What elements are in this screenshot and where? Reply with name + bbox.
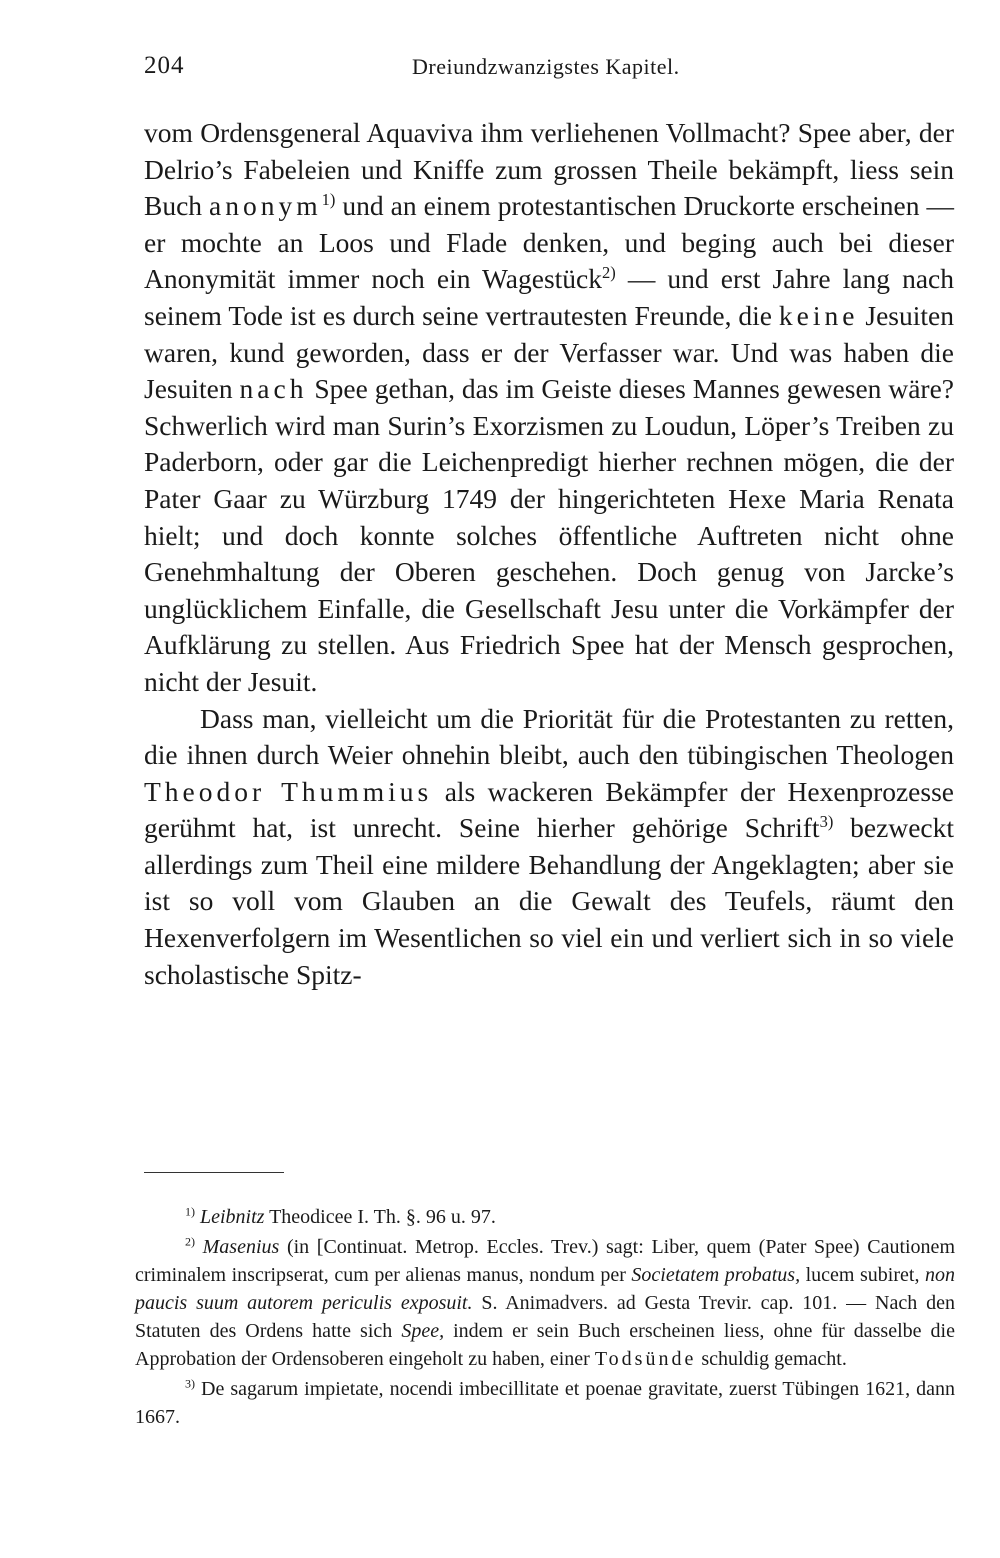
text-run: als wackeren Bekämpfer der Hexenprozesse gerühmt hat, ist unrecht. Seine hierher gehörige Schrift [144,775,954,844]
text-run: Spee gethan, das im Geiste dieses Mannes gewesen wäre? Schwerlich wird man Surin’s Exorzismen zu Loudun, Löper’s Treiben zu Paderborn, oder gar die Leichenpredigt hierher rechnen mögen, die der Pater Gaar zu Würzburg 1749 der hingerichteten Hexe Maria Renata hielt; und doch konnte solches öffentliche Auftreten nicht ohne Genehmhaltung der Oberen geschehen. Doch genug von Jarcke’s unglücklichem Einfalle, die Gesellschaft Jesu unter die Vorkämpfer der Aufklärung zu stellen. Aus Friedrich Spee hat der Mensch gesprochen, nicht der Jesuit. [144,373,954,697]
footnote-italic: Societatem probatus, [631,1264,801,1286]
spaced-word: keine [778,299,859,331]
footnote-1 [135,1203,955,1231]
footnote-2 [135,1233,955,1373]
footnote-text: schuldig gemacht. [696,1348,847,1370]
text-run: bezweckt allerdings zum Theil eine mildere Behandlung der Angeklagten; aber sie ist so voll vom Glauben an die Gewalt des Teufels, räumt den Hexenverfolgern im Wesentlichen so viel ein und verliert sich in so viele scholastische Spitz- [144,812,955,990]
footnote-text: Theodicee I. Th. §. 96 u. 97. [264,1206,496,1228]
footnote-text: S. Animadvers. ad Gesta Trevir. cap. 101. — Nach den Statuten des Ordens hatte sich [135,1292,955,1342]
footnote-italic: Spee, [401,1320,445,1342]
footnote-3 [135,1375,955,1431]
page-header [144,52,950,82]
spaced-word: Todsünde [594,1348,697,1370]
footnote-text: indem er sein Buch erscheinen liess, ohne für dasselbe die Approbation der Ordensoberen eingeholt zu haben, einer [135,1320,955,1370]
footnote-ref-1: 1) [321,190,336,210]
text-run: Dass man, vielleicht um die Priorität für die Protestanten zu retten, die ihnen durch Weier ohnehin bleibt, auch den tübingischen Theologen [144,702,954,771]
footnotes [135,1203,955,1433]
page-number: 204 [144,52,185,79]
main-text [144,115,954,993]
text-run: — und erst Jahre lang nach seinem Tode ist es durch seine vertrautesten Freunde, die [144,263,954,331]
text-run: und an einem protestantischen Druckorte erscheinen — er mochte an Loos und Flade denken, und beging auch bei dieser Anonymität immer noch ein Wagestück [144,190,954,295]
footnote-text: lucem subiret, [800,1264,926,1286]
spaced-word: anonym [209,190,322,222]
footnote-ref-3: 3) [819,812,834,832]
paragraph-1 [144,115,954,701]
footnote-ref-2: 2) [602,263,616,283]
footnote-text: (in [Continuat. Metrop. Eccles. Trev.) sagt: Liber, quem (Pater Spee) Cautionem criminalem inscripserat, cum per alienas manus, nondum per [135,1236,955,1286]
text-run: Jesuiten waren, kund geworden, dass er der Verfasser war. Und was haben die Jesuiten [144,299,954,405]
footnote-mark: 2) [185,1234,195,1249]
footnote-mark: 3) [185,1376,195,1391]
text-run: vom Ordensgeneral Aquaviva ihm verliehenen Vollmacht? Spee aber, der Delrio’s Fabeleien und Kniffe zum grossen Theile bekämpft, liess sein Buch [144,117,954,222]
footnote-divider [144,1172,284,1173]
footnote-author: Masenius [202,1236,280,1258]
footnote-italic: non paucis suum autorem periculis exposuit. [135,1264,956,1314]
footnote-text: De sagarum impietate, nocendi imbecillitate et poenae gravitate, zuerst Tübingen 1621, dann 1667. [135,1378,955,1428]
footnote-author: Leibnitz [200,1206,265,1228]
spaced-name: Theodor Thummius [144,775,433,807]
running-title: Dreiundzwanzigstes Kapitel. [412,54,680,79]
paragraph-2 [144,701,954,994]
spaced-word: nach [239,373,308,405]
footnote-mark: 1) [185,1204,195,1219]
